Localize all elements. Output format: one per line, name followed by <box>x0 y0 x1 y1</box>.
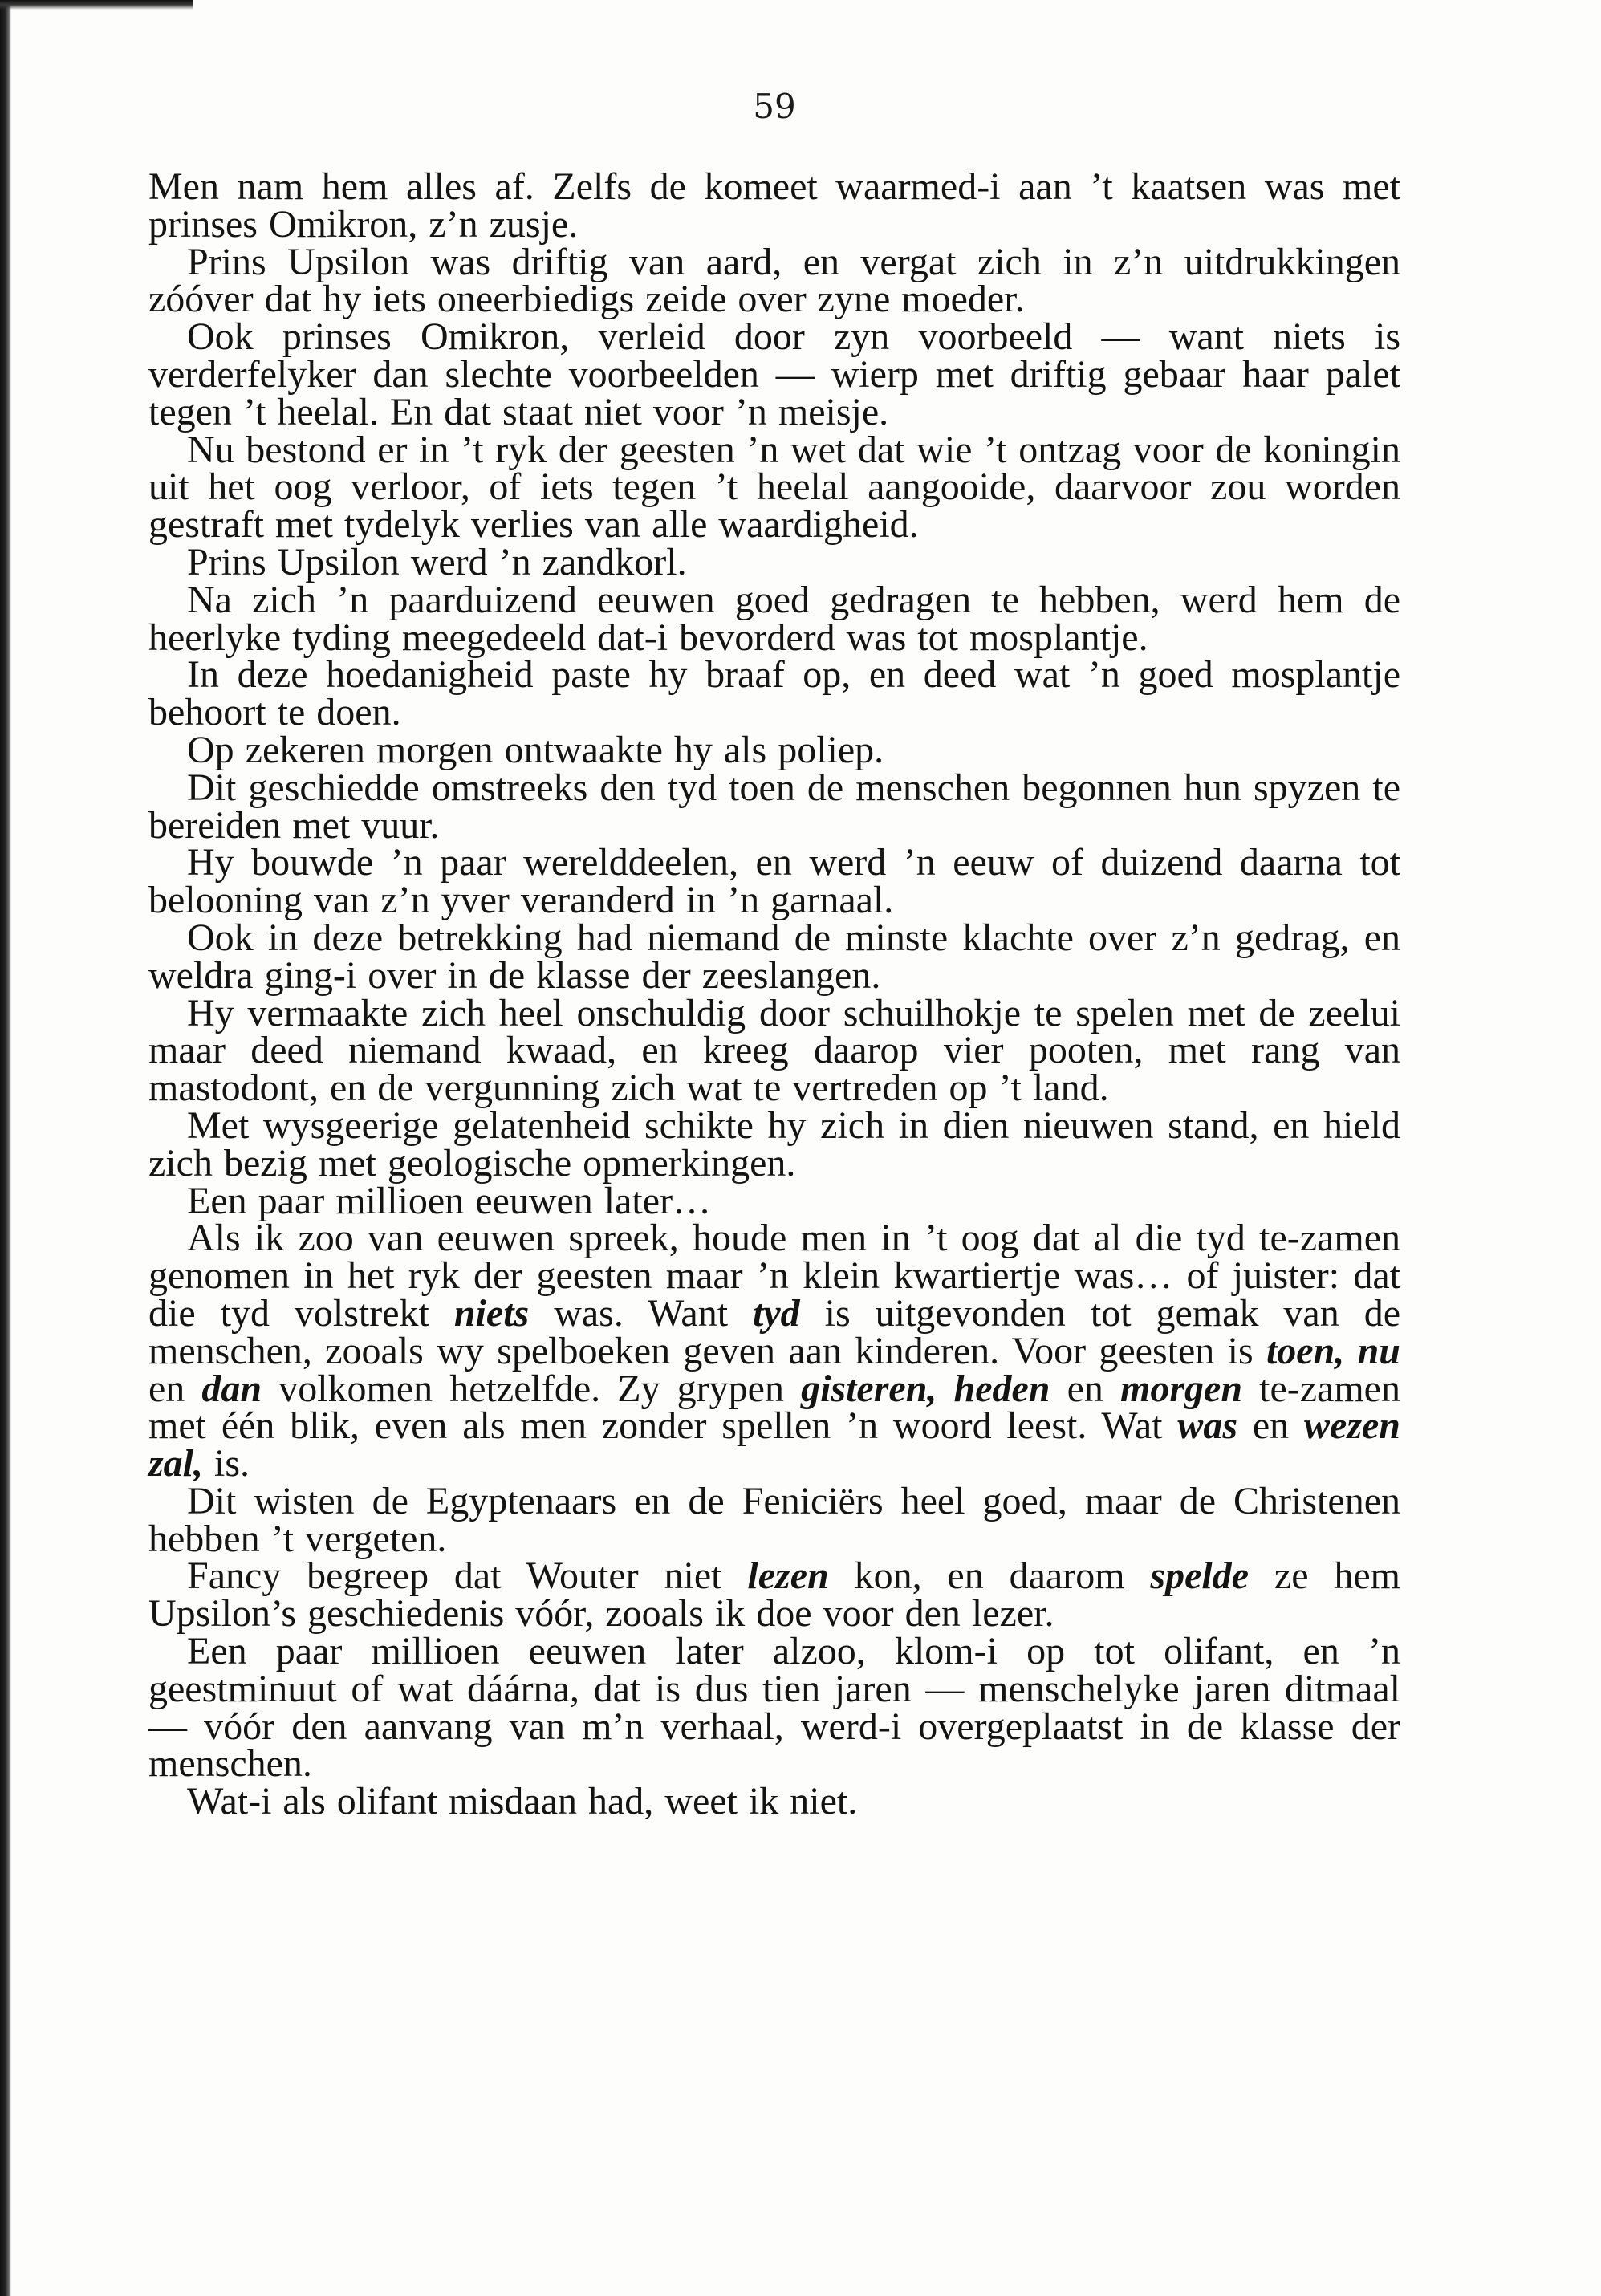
emphasis: lezen <box>747 1554 829 1598</box>
page-number: 59 <box>753 87 796 126</box>
paragraph: Dit wisten de Egyptenaars en de Feniciërs heel goed, maar de Christenen hebben ’t vergeten. <box>148 1479 1400 1560</box>
paragraph: Prins Upsilon was driftig van aard, en vergat zich in z’n uitdrukkingen zóóver dat hy iets oneerbiedigs zeide over zyne moeder. <box>148 240 1400 321</box>
paragraph: Nu bestond er in ’t ryk der geesten ’n wet dat wie ’t ontzag voor de koningin uit het oog verloor, of iets tegen ’t heelal aangooide, daarvoor zou worden gestraft met tydelyk verlies van alle waardigheid. <box>148 428 1400 547</box>
paragraph: In deze hoedanigheid paste hy braaf op, en deed wat ’n goed mosplantje behoort te doen. <box>148 653 1400 734</box>
emphasis: dan <box>201 1367 262 1410</box>
text-run: volkomen hetzelfde. Zy grypen <box>262 1367 802 1410</box>
text-run: is. <box>203 1442 250 1485</box>
text-run: kon, en daarom <box>828 1554 1151 1598</box>
emphasis: wezen zal, <box>148 1404 1400 1485</box>
emphasis: was <box>1177 1404 1237 1448</box>
emphasis: tyd <box>753 1291 800 1335</box>
paragraph-fancy <box>148 1554 1401 1636</box>
text-run: is uitgevonden tot gemak van de menschen, zooals wy spelboeken geven aan kinderen. Voor geesten is <box>148 1291 1400 1372</box>
text-run: en <box>1050 1367 1120 1410</box>
paragraph-time <box>148 1217 1400 1485</box>
scan-binding-edge <box>0 0 11 2296</box>
emphasis: morgen <box>1120 1367 1243 1410</box>
text-run: Als ik zoo van eeuwen spreek, houde men in ’t oog dat al die tyd te-zamen genomen in het ryk der geesten maar ’n klein kwartiertje was… of juister: dat die tyd volstrekt <box>148 1217 1400 1335</box>
text-run: te-zamen met één blik, even als men zonder spellen ’n woord leest. Wat <box>148 1367 1400 1448</box>
emphasis: toen, nu <box>1266 1329 1400 1372</box>
paragraph: Hy bouwde ’n paar werelddeelen, en werd ’n eeuw of duizend daarna tot belooning van z’n yver veranderd in ’n garnaal. <box>148 841 1400 922</box>
paragraph: Dit geschiedde omstreeks den tyd toen de menschen begonnen hun spyzen te bereiden met vuur. <box>148 766 1400 847</box>
text-run: ze hem Upsilon’s geschiedenis vóór, zooals ik doe voor den lezer. <box>148 1554 1401 1636</box>
paragraph: Hy vermaakte zich heel onschuldig door schuilhokje te spelen met de zeelui maar deed niemand kwaad, en kreeg daarop vier pooten, met rang van mastodont, en de vergunning zich wat te vertreden op ’t land. <box>148 991 1400 1110</box>
body-text <box>148 165 1401 1823</box>
paragraph: Een paar millioen eeuwen later… <box>187 1179 712 1222</box>
scan-top-edge <box>0 0 193 10</box>
paragraph: Wat-i als olifant misdaan had, weet ik niet. <box>187 1780 858 1823</box>
emphasis: niets <box>453 1291 530 1335</box>
paragraph: Men nam hem alles af. Zelfs de komeet waarmed-i aan ’t kaatsen was met prinses Omikron, z’n zusje. <box>148 165 1400 246</box>
paragraph: Met wysgeerige gelatenheid schikte hy zich in dien nieuwen stand, en hield zich bezig met geologische opmerkingen. <box>148 1103 1400 1185</box>
paragraph: Op zekeren morgen ontwaakte hy als poliep. <box>187 728 884 771</box>
emphasis: spelde <box>1150 1554 1250 1598</box>
text-run: en <box>148 1367 202 1410</box>
text-run: was. Want <box>529 1291 754 1335</box>
text-run: en <box>1237 1404 1304 1448</box>
paragraph: Ook in deze betrekking had niemand de minste klachte over z’n gedrag, en weldra ging-i over in de klasse der zeeslangen. <box>148 916 1400 997</box>
paragraph: Prins Upsilon werd ’n zandkorl. <box>187 540 687 583</box>
paragraph: Na zich ’n paarduizend eeuwen goed gedragen te hebben, werd hem de heerlyke tyding meegedeeld dat-i bevorderd was tot mosplantje. <box>148 578 1400 659</box>
paragraph: Ook prinses Omikron, verleid door zyn voorbeeld — want niets is verderfelyker dan slechte voorbeelden — wierp met driftig gebaar haar palet tegen ’t heelal. En dat staat niet voor ’n meisje. <box>148 315 1400 433</box>
text-run: Fancy begreep dat Wouter niet <box>187 1554 748 1598</box>
paragraph: Een paar millioen eeuwen later alzoo, klom-i op tot olifant, en ’n geestminuut of wat dáárna, dat is dus tien jaren — menschelyke jaren ditmaal — vóór den aanvang van m’n verhaal, werd-i overgeplaatst in de klasse der menschen. <box>148 1630 1400 1786</box>
emphasis: gisteren, heden <box>801 1367 1050 1410</box>
